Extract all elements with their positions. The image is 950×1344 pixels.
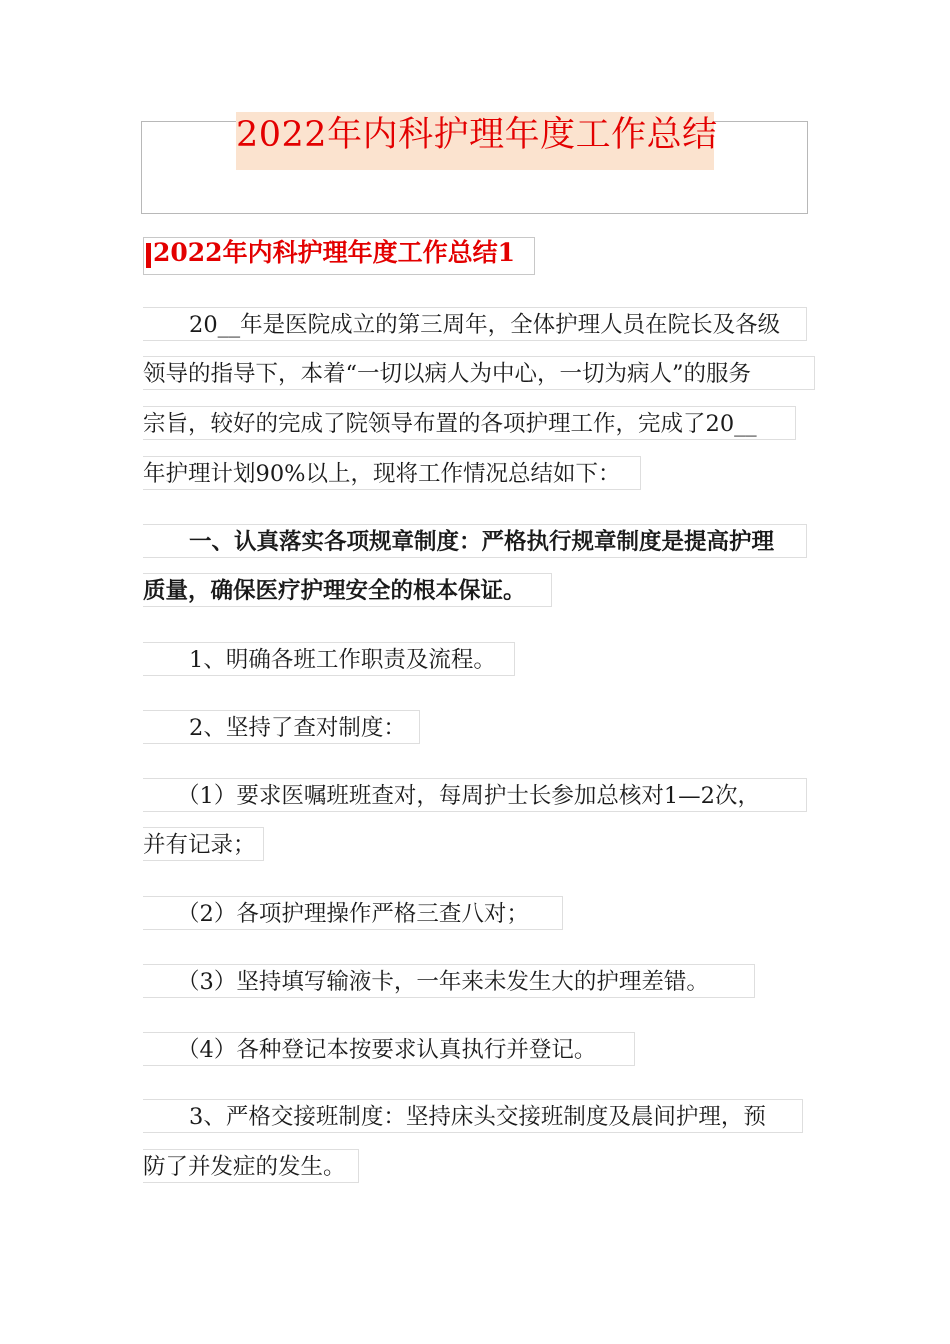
intro-line-3: 宗旨，较好的完成了院领导布置的各项护理工作，完成了20__ [143, 406, 796, 440]
subtitle-marker [146, 243, 151, 268]
section1-line-2: 质量，确保医疗护理安全的根本保证。 [143, 573, 552, 607]
sub-item-1-line-2: 并有记录； [143, 827, 264, 861]
item-3-line-2: 防了并发症的发生。 [143, 1149, 359, 1183]
sub-item-2: （2）各项护理操作严格三查八对； [143, 896, 563, 930]
sub-item-3: （3）坚持填写输液卡，一年来未发生大的护理差错。 [143, 964, 755, 998]
item-2: 2、坚持了查对制度： [143, 710, 420, 744]
sub-item-1-line-1: （1）要求医嘱班班查对，每周护士长参加总核对1—2次， [143, 778, 807, 812]
sub-item-4: （4）各种登记本按要求认真执行并登记。 [143, 1032, 635, 1066]
document-title: 2022年内科护理年度工作总结 [236, 112, 714, 170]
section-heading: 2022年内科护理年度工作总结1 [153, 238, 515, 267]
intro-line-4: 年护理计划90%以上，现将工作情况总结如下： [143, 456, 641, 490]
item-1: 1、明确各班工作职责及流程。 [143, 642, 515, 676]
intro-line-1: 20__年是医院成立的第三周年，全体护理人员在院长及各级 [143, 307, 807, 341]
intro-line-2: 领导的指导下，本着“一切以病人为中心，一切为病人”的服务 [143, 356, 815, 390]
section1-line-1: 一、认真落实各项规章制度：严格执行规章制度是提高护理 [143, 524, 807, 558]
item-3-line-1: 3、严格交接班制度：坚持床头交接班制度及晨间护理，预 [143, 1099, 803, 1133]
